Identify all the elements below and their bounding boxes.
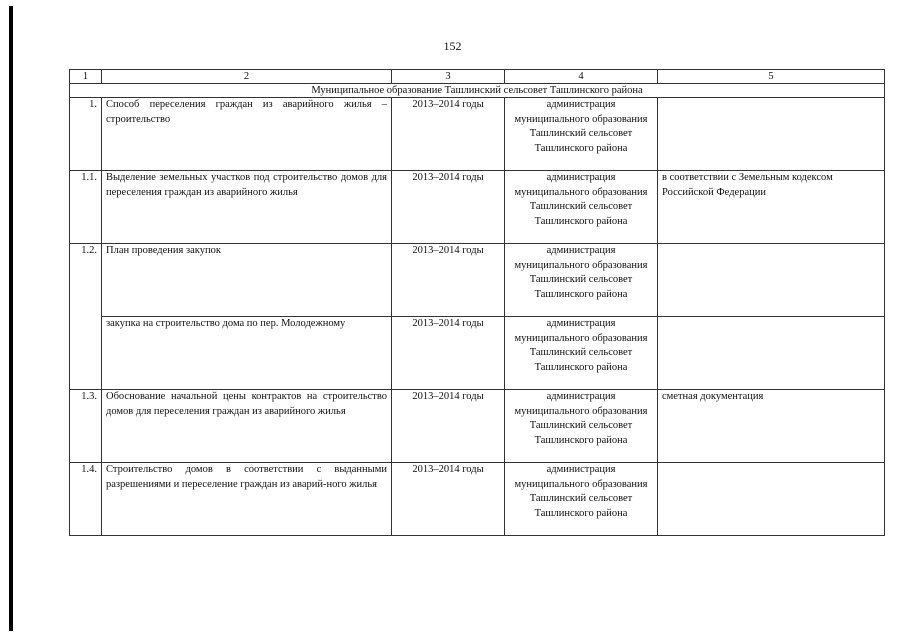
table-row [70, 244, 885, 317]
row-period: 2013–2014 годы [392, 98, 505, 171]
row-description: Выделение земельных участков под строительство домов для переселения граждан из аварийного жилья [102, 171, 392, 244]
column-number-4: 4 [505, 70, 658, 84]
row-executor: администрация муниципального образования Ташлинский сельсовет Ташлинского района [505, 463, 658, 536]
row-period: 2013–2014 годы [392, 463, 505, 536]
row-note: в соответствии с Земельным кодексом Российской Федерации [658, 171, 885, 244]
table-row [70, 390, 885, 463]
table-row [70, 171, 885, 244]
row-description: Способ переселения граждан из аварийного жилья – строительство [102, 98, 392, 171]
page-number: 152 [443, 39, 462, 53]
row-description: Обоснование начальной цены контрактов на строительство домов для переселения граждан из аварийного жилья [102, 390, 392, 463]
row-period: 2013–2014 годы [392, 244, 505, 317]
table-row [70, 463, 885, 536]
row-note [658, 317, 885, 390]
row-note: сметная документация [658, 390, 885, 463]
table-row [70, 98, 885, 171]
row-note [658, 244, 885, 317]
row-note [658, 98, 885, 171]
row-executor: администрация муниципального образования Ташлинский сельсовет Ташлинского района [505, 244, 658, 317]
column-number-row [70, 70, 885, 84]
row-description: План проведения закупок [102, 244, 392, 317]
section-row [70, 84, 885, 98]
row-number: 1.4. [70, 463, 102, 536]
row-period: 2013–2014 годы [392, 317, 505, 390]
row-description: закупка на строительство дома по пер. Молодежному [102, 317, 392, 390]
section-title: Муниципальное образование Ташлинский сельсовет Ташлинского района [70, 84, 885, 98]
column-number-5: 5 [658, 70, 885, 84]
row-period: 2013–2014 годы [392, 171, 505, 244]
row-number: 1.1. [70, 171, 102, 244]
row-period: 2013–2014 годы [392, 390, 505, 463]
row-number: 1.3. [70, 390, 102, 463]
measures-table [69, 69, 885, 536]
row-executor: администрация муниципального образования Ташлинский сельсовет Ташлинского района [505, 171, 658, 244]
row-executor: администрация муниципального образования Ташлинский сельсовет Ташлинского района [505, 98, 658, 171]
column-number-2: 2 [102, 70, 392, 84]
row-number: 1. [70, 98, 102, 171]
table-row [70, 317, 885, 390]
column-number-1: 1 [70, 70, 102, 84]
row-executor: администрация муниципального образования Ташлинский сельсовет Ташлинского района [505, 317, 658, 390]
row-executor: администрация муниципального образования Ташлинский сельсовет Ташлинского района [505, 390, 658, 463]
page-binding-edge [9, 6, 13, 631]
row-number: 1.2. [70, 244, 102, 390]
column-number-3: 3 [392, 70, 505, 84]
row-description: Строительство домов в соответствии с выданными разрешениями и переселение граждан из аварий-ного жилья [102, 463, 392, 536]
row-note [658, 463, 885, 536]
